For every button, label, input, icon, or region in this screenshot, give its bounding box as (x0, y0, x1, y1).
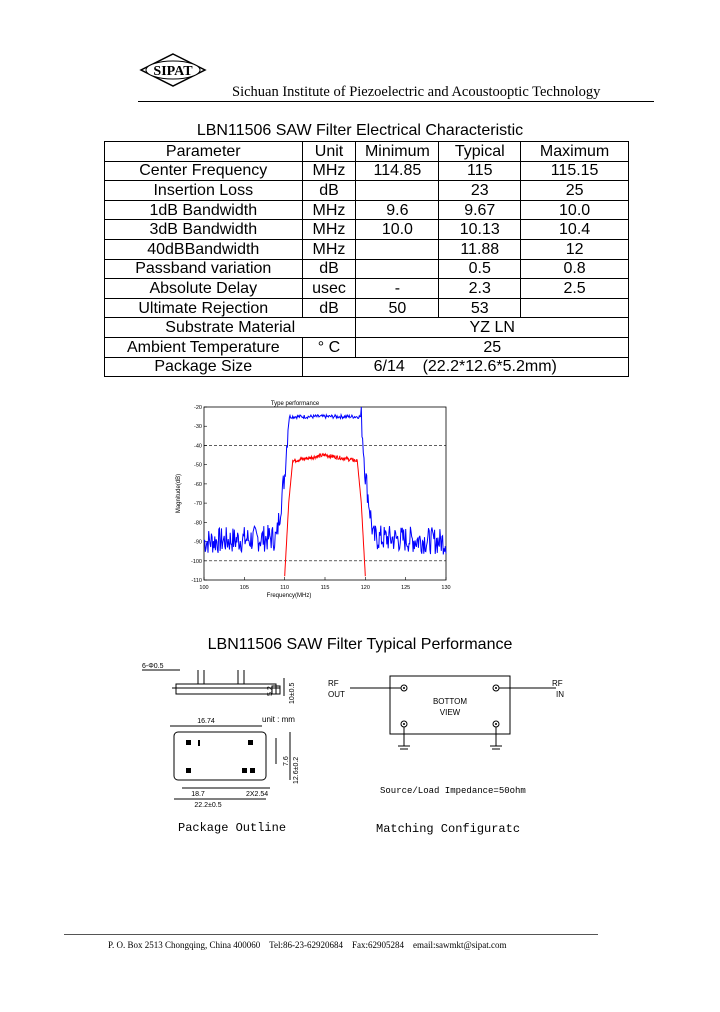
cell-max: 25 (521, 181, 629, 201)
performance-title: LBN11506 SAW Filter Typical Performance (207, 636, 513, 653)
footer-contact: P. O. Box 2513 Chongqing, China 400060 Tel:86-23-62920684 Fax:62905284 email:sawmkt@sipat.com (108, 940, 507, 950)
dim-52: 5.2 (267, 686, 274, 696)
impedance-note: Source/Load Impedance=50ohm (380, 786, 526, 796)
package-outline-drawing (140, 656, 305, 811)
y-tick-label: -40 (194, 443, 202, 450)
cell-max: 10.4 (521, 220, 629, 240)
pin-dot (495, 687, 497, 689)
table-row-substrate (105, 318, 629, 338)
cell-min: 10.0 (356, 220, 439, 240)
table-row-package (105, 357, 629, 377)
cell-param: Package Size (105, 357, 303, 377)
y-tick-label: -110 (191, 578, 202, 584)
bottom-view-label: BOTTOM VIEW (432, 697, 468, 717)
table-title: LBN11506 SAW Filter Electrical Characteristic (196, 122, 524, 139)
rf-out-label: RF OUT (328, 679, 345, 699)
package-pad (250, 768, 255, 773)
package-caption: Package Outline (178, 821, 287, 835)
x-tick-label: 100 (199, 585, 209, 591)
cell-unit: ° C (302, 337, 356, 357)
matching-caption: Matching Configuratc (376, 822, 521, 836)
cell-param: Ambient Temperature (105, 337, 303, 357)
cell-max: 12 (521, 239, 629, 259)
y-tick-label: -70 (194, 501, 202, 508)
dim-pitch: 2X2.54 (246, 791, 269, 798)
y-tick-label: -80 (194, 520, 202, 527)
cell-param: Passband variation (105, 259, 303, 279)
cell-param: Ultimate Rejection (105, 298, 303, 318)
series-line-passband (285, 454, 366, 576)
dim-height: 10±0.5 (289, 682, 296, 704)
cell-typ: 115 (439, 161, 521, 181)
cell-param: Substrate Material (105, 318, 356, 338)
cell-param: 1dB Bandwidth (105, 200, 303, 220)
cell-param: 40dBBandwidth (105, 239, 303, 259)
cell-typ: 53 (439, 298, 521, 318)
y-axis-label: Magnitude(dB) (176, 473, 182, 514)
package-pad (186, 768, 191, 773)
package-pad (242, 768, 247, 773)
cell-unit: MHz (302, 220, 356, 240)
cell-unit: usec (302, 279, 356, 299)
sipat-logo (138, 52, 208, 88)
cell-unit: dB (302, 298, 356, 318)
chart-title: Type performance (270, 401, 320, 407)
pin-dot (403, 687, 405, 689)
cell-param: Center Frequency (105, 161, 303, 181)
frequency-response-chart (170, 393, 460, 605)
package-pin-mark (198, 740, 200, 746)
x-tick-label: 130 (441, 585, 451, 591)
cell-typ: 23 (439, 181, 521, 201)
package-side-body (176, 684, 276, 694)
cell-param: 3dB Bandwidth (105, 220, 303, 240)
cell-max: 10.0 (521, 200, 629, 220)
dim-length: 22.2±0.5 (194, 802, 222, 809)
cell-min: 50 (356, 298, 439, 318)
cell-typ: 2.3 (439, 279, 521, 299)
cell-min (356, 239, 439, 259)
table-row-ambient (105, 337, 629, 357)
cell-max: 115.15 (521, 161, 629, 181)
cell-value: 25 (356, 337, 629, 357)
matching-configuration-diagram (320, 672, 580, 777)
x-tick-label: 110 (280, 585, 290, 591)
x-tick-label: 125 (401, 585, 411, 591)
y-tick-label: -30 (194, 424, 202, 431)
cell-unit: dB (302, 259, 356, 279)
cell-unit: dB (302, 181, 356, 201)
logo-text: SIPAT (153, 64, 193, 79)
plot-frame (204, 407, 446, 580)
table-row (105, 181, 629, 201)
x-tick-label: 120 (360, 585, 370, 591)
cell-value: 6/14 (22.2*12.6*5.2mm) (302, 357, 628, 377)
dim-width: 12.6±0.2 (293, 756, 300, 784)
cell-param: Absolute Delay (105, 279, 303, 299)
spec-table (104, 141, 629, 377)
header-minimum: Minimum (356, 142, 439, 162)
cell-unit: MHz (302, 200, 356, 220)
table-row (105, 220, 629, 240)
dim-187: 18.7 (191, 791, 205, 798)
cell-typ: 11.88 (439, 239, 521, 259)
y-tick-label: -100 (190, 558, 202, 565)
cell-typ: 9.67 (439, 200, 521, 220)
institute-name: Sichuan Institute of Piezoelectric and Acoustooptic Technology (232, 84, 601, 100)
header-maximum: Maximum (521, 142, 629, 162)
cell-max (521, 298, 629, 318)
rf-in-label: RF IN (552, 679, 564, 699)
table-row (105, 239, 629, 259)
cell-max: 0.8 (521, 259, 629, 279)
pin-dot (495, 723, 497, 725)
cell-min (356, 259, 439, 279)
table-row (105, 279, 629, 299)
table-row (105, 200, 629, 220)
y-tick-label: -20 (194, 405, 202, 411)
header-typical: Typical (439, 142, 521, 162)
cell-min (356, 181, 439, 201)
footer-divider (64, 934, 598, 935)
cell-typ: 10.13 (439, 220, 521, 240)
package-pad (186, 740, 191, 745)
cell-min: - (356, 279, 439, 299)
y-tick-label: -50 (194, 462, 202, 469)
table-row (105, 161, 629, 181)
series-line-wideband (204, 407, 446, 555)
cell-min: 9.6 (356, 200, 439, 220)
cell-param: Insertion Loss (105, 181, 303, 201)
cell-unit: MHz (302, 161, 356, 181)
pin-label: 6-Φ0.5 (142, 663, 164, 670)
header-parameter: Parameter (105, 142, 303, 162)
cell-min: 114.85 (356, 161, 439, 181)
y-tick-label: -60 (194, 481, 202, 488)
header-divider (138, 101, 654, 102)
table-header-row (105, 142, 629, 162)
header-unit: Unit (302, 142, 356, 162)
x-tick-label: 105 (239, 585, 249, 591)
x-tick-label: 115 (320, 585, 330, 591)
cell-value: YZ LN (356, 318, 629, 338)
package-pad (248, 740, 253, 745)
table-row (105, 259, 629, 279)
cell-max: 2.5 (521, 279, 629, 299)
pin-dot (403, 723, 405, 725)
cell-unit: MHz (302, 239, 356, 259)
unit-label: unit : mm (262, 715, 295, 724)
dim-1674: 16.74 (197, 718, 215, 725)
table-row (105, 298, 629, 318)
x-axis-label: Frequency(MHz) (266, 593, 312, 599)
y-tick-label: -90 (194, 539, 202, 546)
dim-76: 7.6 (283, 756, 290, 766)
cell-typ: 0.5 (439, 259, 521, 279)
